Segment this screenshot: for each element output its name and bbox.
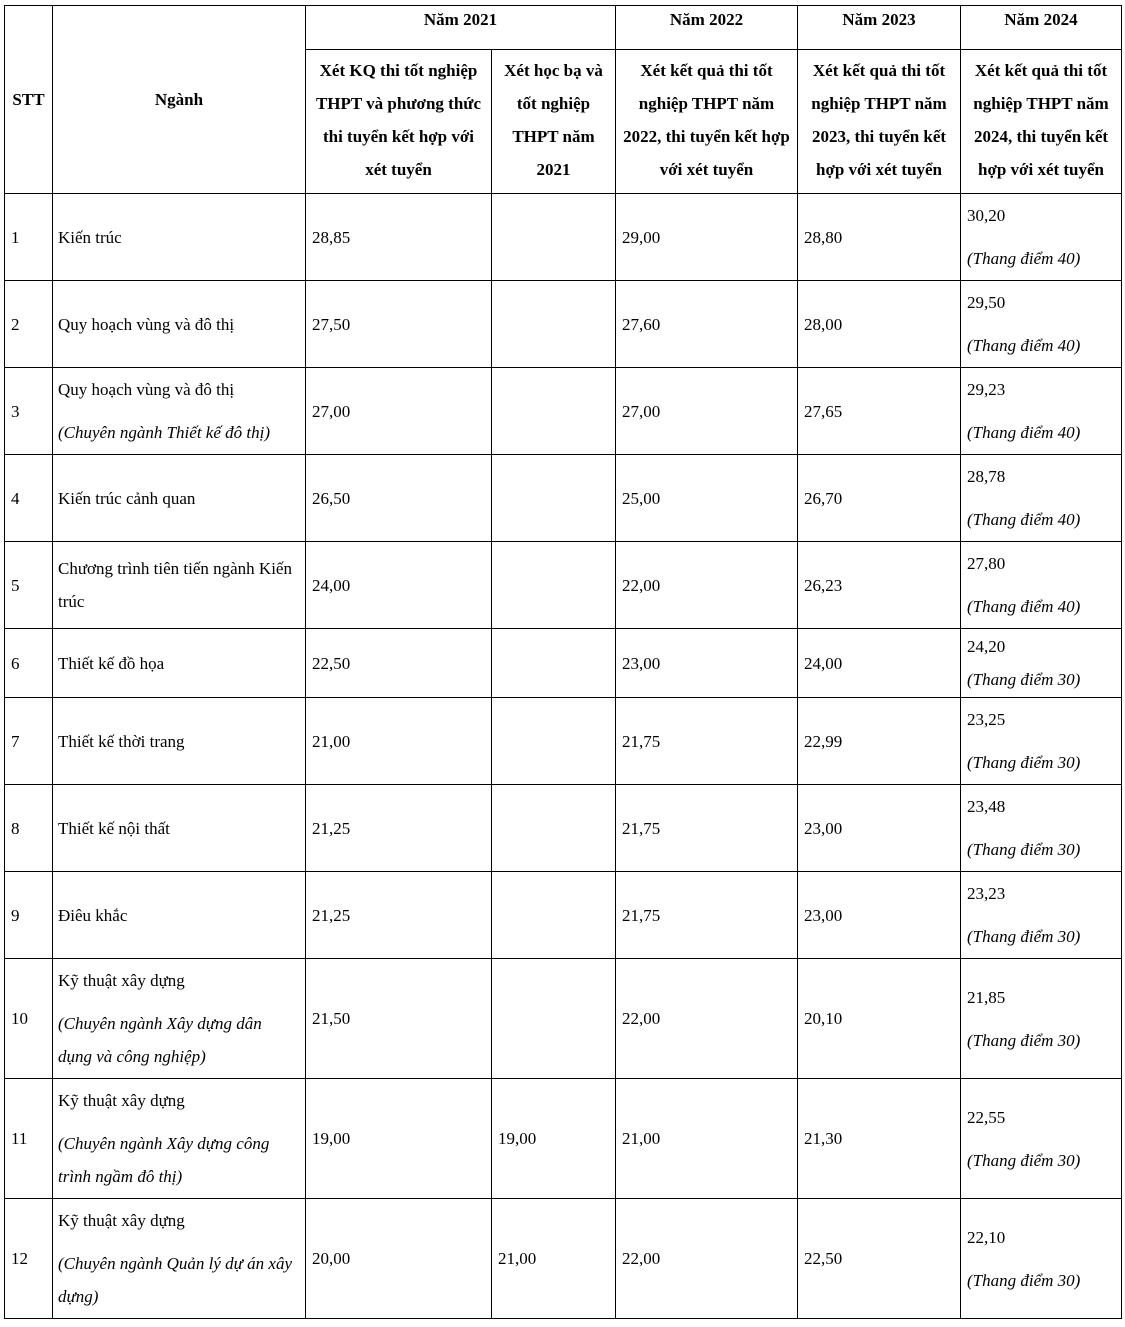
score-scale: (Thang điểm 30) <box>967 840 1081 859</box>
major-cell <box>53 194 306 281</box>
score-2021-exam: 21,50 <box>306 959 492 1079</box>
major-specialization: (Chuyên ngành Xây dựng dân dụng và công nghiệp) <box>58 1014 262 1066</box>
major-name: Chương trình tiên tiến ngành Kiến trúc <box>58 559 292 611</box>
major-cell <box>53 455 306 542</box>
major-name: Thiết kế thời trang <box>58 731 185 751</box>
score-2021-transcript <box>492 281 616 368</box>
stt-cell: 11 <box>5 1079 53 1199</box>
header-method-2022: Xét kết quả thi tốt nghiệp THPT năm 2022, thi tuyển kết hợp với xét tuyển <box>616 50 798 194</box>
spacer <box>967 910 1115 920</box>
major-cell <box>53 1199 306 1319</box>
score-2021-transcript: 21,00 <box>492 1199 616 1319</box>
score-scale: (Thang điểm 30) <box>967 1030 1081 1050</box>
score-2024: 24,20 <box>967 637 1006 656</box>
score-scale: (Thang điểm 40) <box>967 336 1081 355</box>
score-scale: (Thang điểm 40) <box>967 423 1081 442</box>
spacer <box>967 319 1115 329</box>
score-2024-cell <box>961 698 1122 785</box>
score-2021-exam: 21,25 <box>306 785 492 872</box>
score-2023: 26,23 <box>798 542 961 629</box>
score-scale: (Thang điểm 30) <box>967 927 1081 946</box>
score-2022: 22,00 <box>616 542 798 629</box>
score-scale: (Thang điểm 40) <box>967 249 1081 268</box>
score-2021-transcript: 19,00 <box>492 1079 616 1199</box>
score-2021-transcript <box>492 698 616 785</box>
header-year-2024: Năm 2024 <box>961 6 1122 50</box>
score-2022: 21,75 <box>616 785 798 872</box>
major-specialization: (Chuyên ngành Xây dựng công trình ngầm đô thị) <box>58 1134 270 1186</box>
major-name: Kiến trúc cảnh quan <box>58 488 196 508</box>
spacer <box>58 997 299 1007</box>
spacer <box>58 1117 299 1127</box>
score-2022: 21,00 <box>616 1079 798 1199</box>
spacer <box>967 1254 1115 1264</box>
major-cell <box>53 368 306 455</box>
header-stt: STT <box>5 6 53 194</box>
score-2021-exam: 27,00 <box>306 368 492 455</box>
score-2021-exam: 20,00 <box>306 1199 492 1319</box>
spacer <box>967 736 1115 746</box>
major-name: Kỹ thuật xây dựng <box>58 1211 185 1230</box>
major-name: Thiết kế nội thất <box>58 818 170 838</box>
major-specialization: (Chuyên ngành Thiết kế đô thị) <box>58 423 270 442</box>
score-2021-transcript <box>492 542 616 629</box>
header-method-2023: Xét kết quả thi tốt nghiệp THPT năm 2023, thi tuyển kết hợp với xét tuyển <box>798 50 961 194</box>
header-method-2021-transcript: Xét học bạ và tốt nghiệp THPT năm 2021 <box>492 50 616 194</box>
score-2021-transcript <box>492 785 616 872</box>
score-2023: 27,65 <box>798 368 961 455</box>
spacer <box>58 406 299 416</box>
major-cell <box>53 872 306 959</box>
stt-cell: 3 <box>5 368 53 455</box>
score-2024-cell <box>961 194 1122 281</box>
score-2023: 22,99 <box>798 698 961 785</box>
major-cell <box>53 542 306 629</box>
spacer <box>967 232 1115 242</box>
score-2021-exam: 28,85 <box>306 194 492 281</box>
score-2024: 23,25 <box>967 710 1006 729</box>
score-2024-cell <box>961 1079 1122 1199</box>
score-2024: 29,50 <box>967 293 1006 312</box>
table-row <box>5 368 1122 455</box>
stt-cell: 1 <box>5 194 53 281</box>
score-2023: 22,50 <box>798 1199 961 1319</box>
score-2021-transcript <box>492 194 616 281</box>
major-specialization: (Chuyên ngành Quản lý dự án xây dựng) <box>58 1254 292 1306</box>
major-name: Quy hoạch vùng và đô thị <box>58 314 235 334</box>
score-scale: (Thang điểm 30) <box>967 1150 1081 1170</box>
score-2021-transcript <box>492 368 616 455</box>
score-2022: 21,75 <box>616 698 798 785</box>
score-2024: 22,10 <box>967 1227 1006 1247</box>
score-scale: (Thang điểm 30) <box>967 753 1081 772</box>
table-row <box>5 1079 1122 1199</box>
score-2021-exam: 26,50 <box>306 455 492 542</box>
table-row <box>5 455 1122 542</box>
score-scale: (Thang điểm 40) <box>967 597 1081 616</box>
table-row <box>5 785 1122 872</box>
score-2021-exam: 24,00 <box>306 542 492 629</box>
major-name: Kiến trúc <box>58 227 122 247</box>
header-method-2024: Xét kết quả thi tốt nghiệp THPT năm 2024, thi tuyển kết hợp với xét tuyển <box>961 50 1122 194</box>
score-2023: 20,10 <box>798 959 961 1079</box>
score-2022: 22,00 <box>616 1199 798 1319</box>
score-2023: 23,00 <box>798 785 961 872</box>
score-2021-exam: 21,25 <box>306 872 492 959</box>
score-2022: 21,75 <box>616 872 798 959</box>
admission-score-table <box>4 5 1122 1319</box>
score-2024: 23,48 <box>967 797 1006 816</box>
score-2024-cell <box>961 629 1122 698</box>
header-method-2021-exam: Xét KQ thi tốt nghiệp THPT và phương thức thi tuyển kết hợp với xét tuyển <box>306 50 492 194</box>
header-year-2022: Năm 2022 <box>616 6 798 50</box>
score-scale: (Thang điểm 30) <box>967 670 1081 689</box>
score-2022: 25,00 <box>616 455 798 542</box>
major-name: Quy hoạch vùng và đô thị <box>58 380 235 399</box>
major-name: Kỹ thuật xây dựng <box>58 971 185 990</box>
spacer <box>967 580 1115 590</box>
table-row <box>5 1199 1122 1319</box>
major-name: Kỹ thuật xây dựng <box>58 1091 185 1110</box>
score-2023: 28,80 <box>798 194 961 281</box>
major-cell <box>53 629 306 698</box>
score-scale: (Thang điểm 30) <box>967 1270 1081 1290</box>
table-body <box>5 194 1122 1319</box>
major-cell <box>53 698 306 785</box>
spacer <box>967 823 1115 833</box>
score-2021-exam: 27,50 <box>306 281 492 368</box>
score-2024: 27,80 <box>967 554 1006 573</box>
table-row <box>5 872 1122 959</box>
score-2024-cell <box>961 872 1122 959</box>
score-2021-transcript <box>492 629 616 698</box>
score-2022: 27,60 <box>616 281 798 368</box>
table-row <box>5 629 1122 698</box>
score-2023: 23,00 <box>798 872 961 959</box>
score-2024-cell <box>961 1199 1122 1319</box>
score-2024-cell <box>961 368 1122 455</box>
score-2024: 30,20 <box>967 206 1006 225</box>
score-2024: 23,23 <box>967 884 1006 903</box>
score-2021-exam: 19,00 <box>306 1079 492 1199</box>
score-2021-transcript <box>492 872 616 959</box>
stt-cell: 7 <box>5 698 53 785</box>
score-2024: 29,23 <box>967 380 1006 399</box>
score-2022: 29,00 <box>616 194 798 281</box>
score-2024-cell <box>961 281 1122 368</box>
score-2024: 22,55 <box>967 1107 1006 1127</box>
table-row <box>5 281 1122 368</box>
score-2023: 21,30 <box>798 1079 961 1199</box>
score-2024-cell <box>961 959 1122 1079</box>
spacer <box>967 1134 1115 1144</box>
header-year-2021: Năm 2021 <box>306 6 616 50</box>
stt-cell: 6 <box>5 629 53 698</box>
score-scale: (Thang điểm 40) <box>967 510 1081 529</box>
stt-cell: 5 <box>5 542 53 629</box>
score-2021-transcript <box>492 455 616 542</box>
header-nganh: Ngành <box>53 6 306 194</box>
stt-cell: 4 <box>5 455 53 542</box>
stt-cell: 8 <box>5 785 53 872</box>
score-2022: 27,00 <box>616 368 798 455</box>
stt-cell: 2 <box>5 281 53 368</box>
spacer <box>967 1014 1115 1024</box>
major-name: Điêu khắc <box>58 905 128 925</box>
spacer <box>58 1237 299 1247</box>
stt-cell: 9 <box>5 872 53 959</box>
table-row <box>5 194 1122 281</box>
score-2024: 28,78 <box>967 467 1006 486</box>
score-2024-cell <box>961 455 1122 542</box>
major-cell <box>53 959 306 1079</box>
header-year-2023: Năm 2023 <box>798 6 961 50</box>
table-row <box>5 698 1122 785</box>
score-2021-exam: 21,00 <box>306 698 492 785</box>
score-2024-cell <box>961 542 1122 629</box>
major-cell <box>53 785 306 872</box>
major-cell <box>53 281 306 368</box>
score-2024: 21,85 <box>967 987 1006 1007</box>
score-2023: 28,00 <box>798 281 961 368</box>
table-row <box>5 959 1122 1079</box>
table-row <box>5 542 1122 629</box>
score-2021-exam: 22,50 <box>306 629 492 698</box>
score-2023: 26,70 <box>798 455 961 542</box>
stt-cell: 12 <box>5 1199 53 1319</box>
major-name: Thiết kế đồ họa <box>58 653 165 673</box>
score-2023: 24,00 <box>798 629 961 698</box>
score-2022: 23,00 <box>616 629 798 698</box>
score-2021-transcript <box>492 959 616 1079</box>
major-cell <box>53 1079 306 1199</box>
score-2022: 22,00 <box>616 959 798 1079</box>
stt-cell: 10 <box>5 959 53 1079</box>
spacer <box>967 406 1115 416</box>
spacer <box>967 493 1115 503</box>
score-2024-cell <box>961 785 1122 872</box>
